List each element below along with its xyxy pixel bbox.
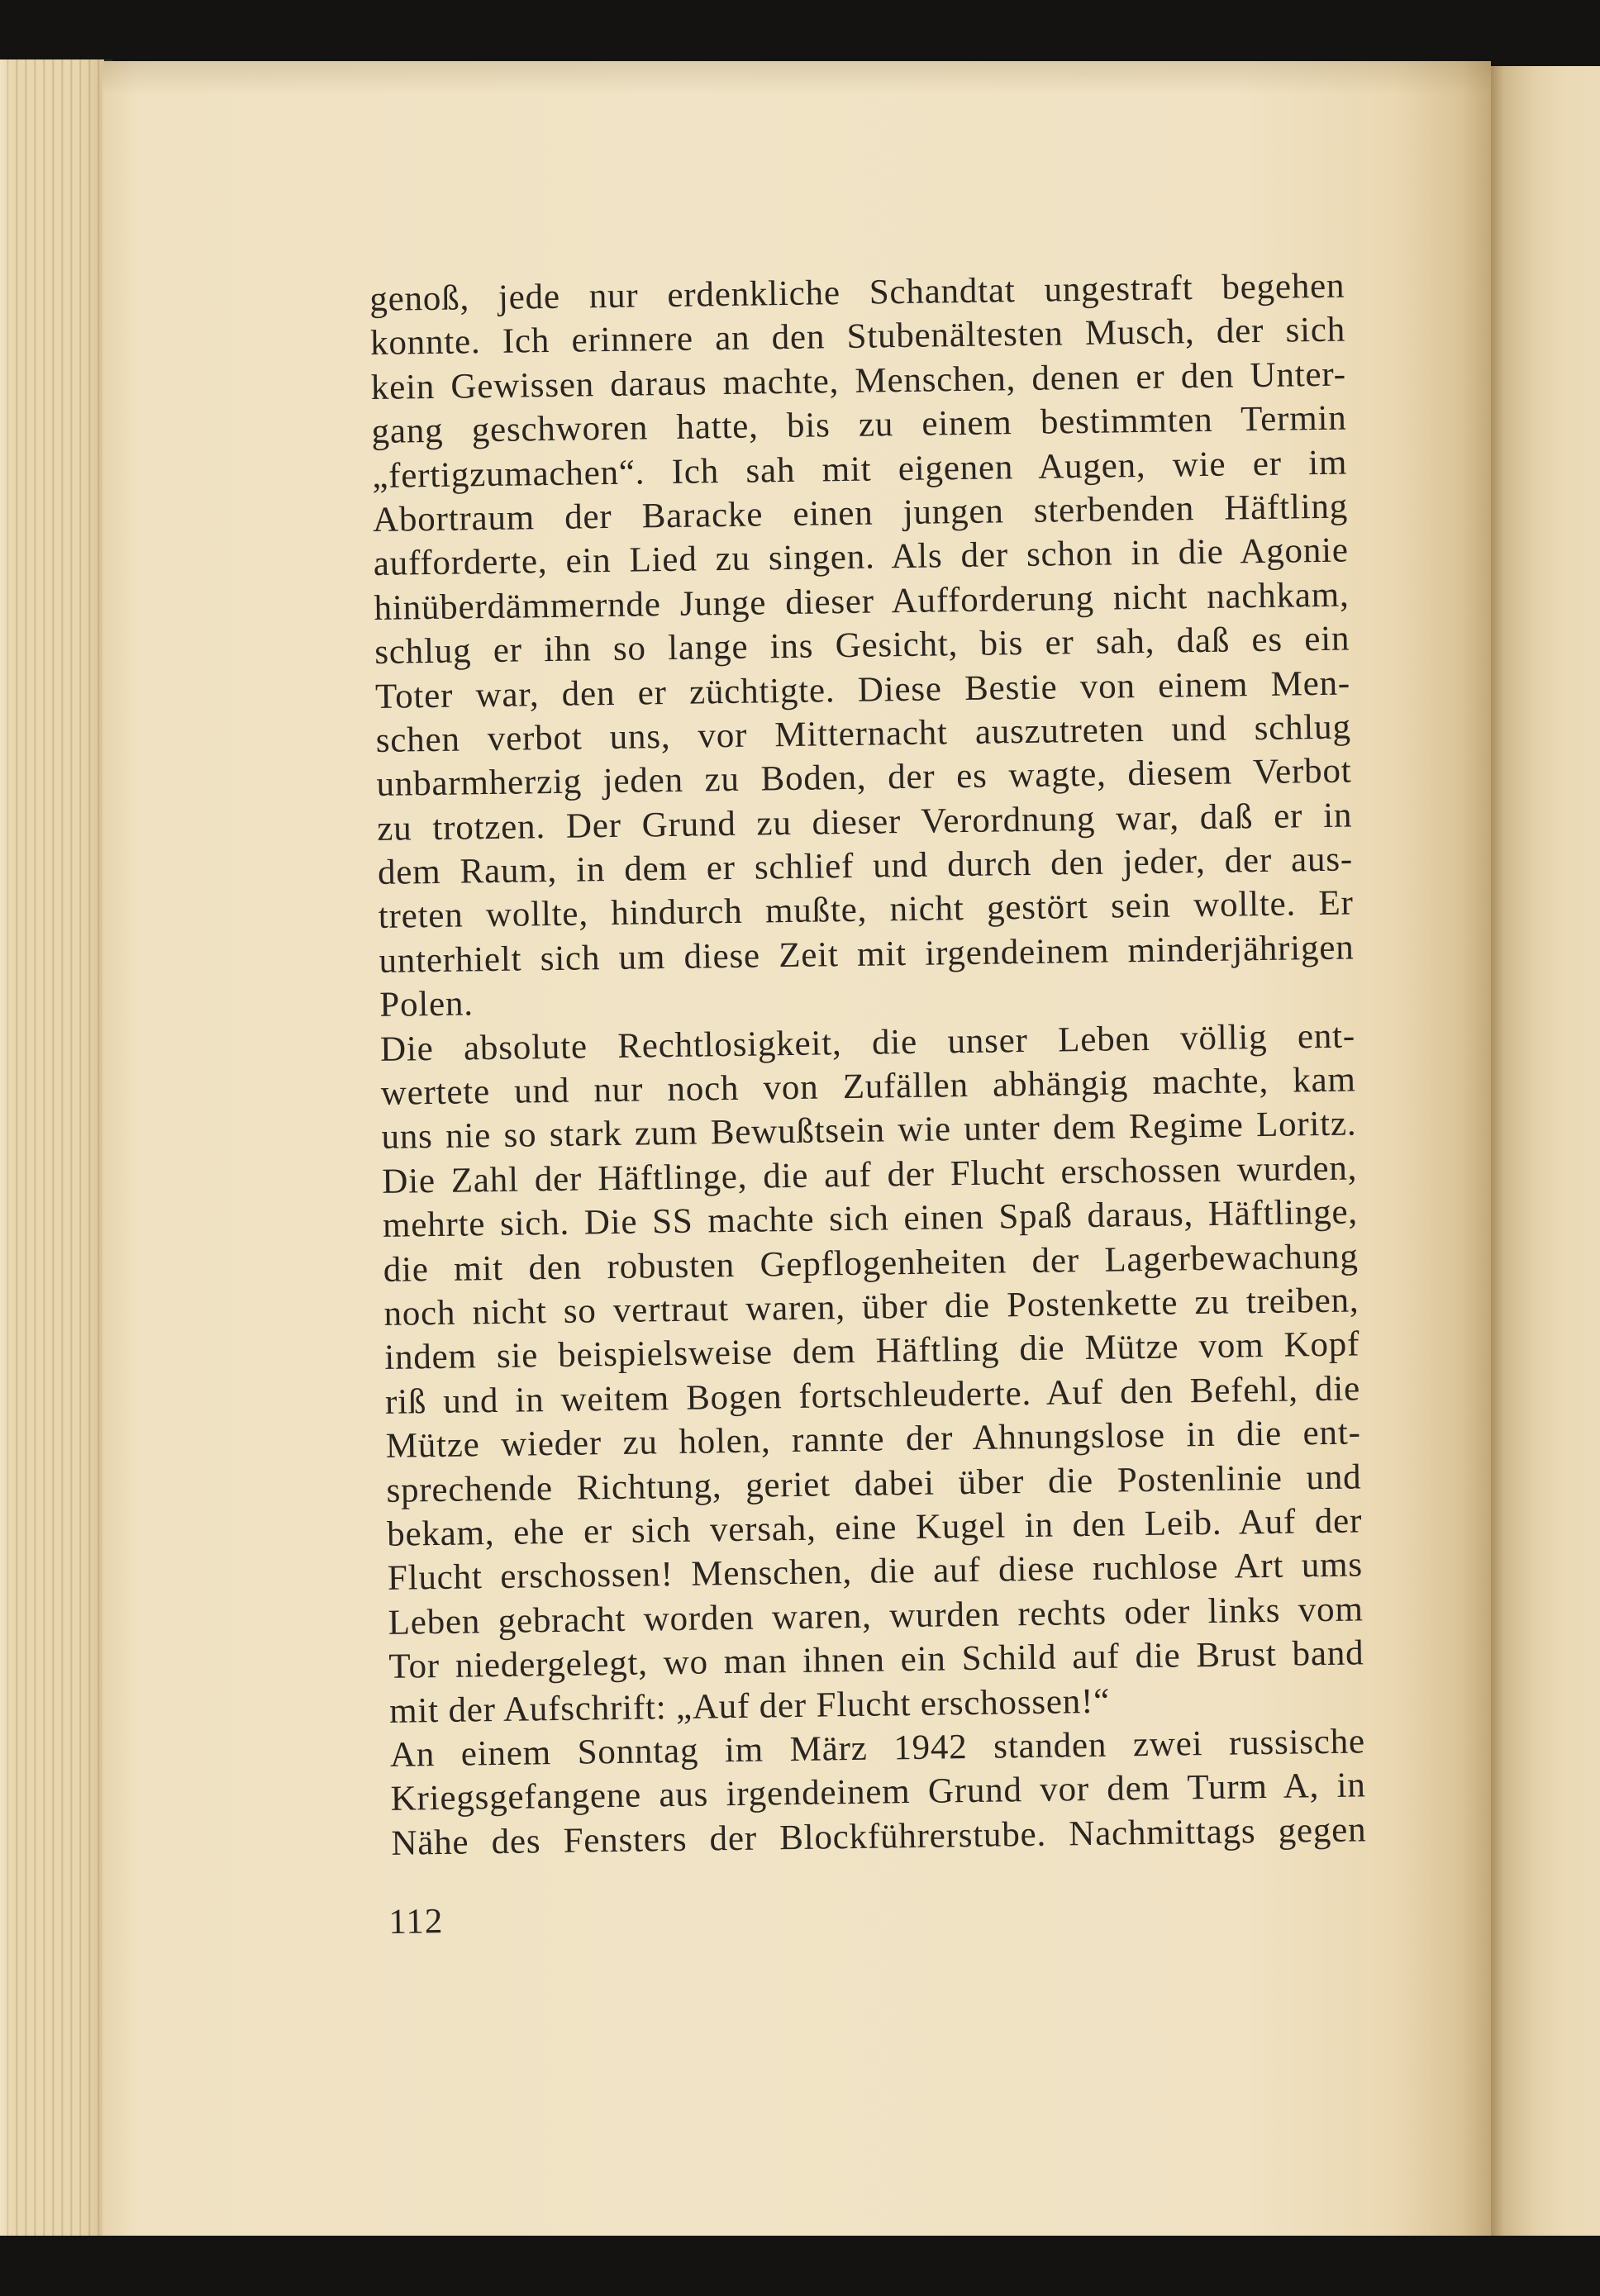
text-line: Nähe des Fensters der Blockführerstube. Nachmittags gegen — [391, 1810, 1367, 1863]
body-text — [369, 264, 1367, 1866]
text-line: hinüberdämmernde Junge dieser Aufforderung nicht nachkam, — [374, 575, 1350, 628]
text-line: aufforderte, ein Lied zu singen. Als der schon in die Agonie — [373, 530, 1350, 584]
text-line: noch nicht so vertraut waren, über die Postenkette zu treiben, — [383, 1281, 1360, 1333]
text-line: Die absolute Rechtlosigkeit, die unser Leben völlig ent- — [379, 1016, 1356, 1069]
text-line: schen verbot uns, vor Mitternacht auszutreten und schlug — [375, 707, 1352, 760]
text-line: mit der Aufschrift: „Auf der Flucht erschossen!“ — [388, 1681, 1111, 1731]
text-line: Die Zahl der Häftlinge, die auf der Flucht erschossen wurden, — [381, 1148, 1358, 1201]
text-line: An einem Sonntag im März 1942 standen zwei russische — [389, 1722, 1366, 1775]
text-line: unterhielt sich um diese Zeit mit irgendeinem minderjährigen — [379, 928, 1355, 981]
text-line: konnte. Ich erinnere an den Stubenältesten Musch, der sich — [369, 310, 1346, 364]
paragraph-1 — [369, 264, 1355, 1028]
text-line: indem sie beispielsweise dem Häftling die Mütze vom Kopf — [383, 1324, 1360, 1378]
text-line: Tor niedergelegt, wo man ihnen ein Schild auf die Brust band — [388, 1633, 1364, 1686]
text-line: dem Raum, in dem er schlief und durch den jeder, der aus- — [377, 839, 1354, 893]
text-line: riß und in weitem Bogen fortschleuderte. Auf den Befehl, die — [384, 1369, 1361, 1422]
text-line: Leben gebracht worden waren, wurden rechts oder links vom — [388, 1590, 1364, 1642]
text-line: schlug er ihn so lange ins Gesicht, bis er sah, daß es ein — [374, 619, 1350, 673]
text-line: sprechende Richtung, geriet dabei über die Postenlinie und — [386, 1457, 1362, 1510]
text-line: Kriegsgefangene aus irgendeinem Grund vor dem Turm A, in — [390, 1766, 1366, 1819]
text-line: die mit den robusten Gepflogenheiten der Lagerbewachung — [383, 1237, 1359, 1290]
text-line: unbarmherzig jeden zu Boden, der es wagte, diesem Verbot — [376, 751, 1352, 805]
paragraph-2 — [380, 1014, 1365, 1733]
text-line: wertete und nur noch von Zufällen abhängig machte, kam — [380, 1060, 1357, 1113]
text-line: Mütze wieder zu holen, rannte der Ahnungslose in die ent- — [385, 1413, 1361, 1466]
text-line: Polen. — [379, 984, 474, 1025]
text-line: „fertigzumachen“. Ich sah mit eigenen Augen, wie er im — [372, 443, 1348, 496]
text-line: treten wollte, hindurch mußte, nicht gestört sein wollte. Er — [378, 883, 1355, 937]
page-top-shadow — [102, 61, 1491, 94]
text-line: uns nie so stark zum Bewußtsein wie unter dem Regime Loritz. — [381, 1104, 1357, 1158]
text-line: Toter war, den er züchtigte. Diese Bestie von einem Men- — [374, 663, 1351, 716]
text-line: bekam, ehe er sich versah, eine Kugel in den Leib. Auf der — [386, 1501, 1363, 1554]
facing-page-sliver — [1491, 66, 1600, 2236]
paragraph-3 — [390, 1719, 1367, 1866]
text-line: genoß, jede nur erdenkliche Schandtat ungestraft begehen — [369, 266, 1345, 319]
text-line: mehrte sich. Die SS machte sich einen Spaß daraus, Häftlinge, — [382, 1192, 1359, 1246]
text-line: gang geschworen hatte, bis zu einem bestimmten Termin — [371, 398, 1347, 452]
text-line: Abortraum der Baracke einen jungen sterbenden Häftling — [372, 487, 1349, 540]
page-number: 112 — [388, 1902, 444, 1942]
text-line: kein Gewissen daraus machte, Menschen, denen er den Unter- — [370, 354, 1347, 407]
text-line: Flucht erschossen! Menschen, die auf diese ruchlose Art ums — [387, 1545, 1364, 1599]
text-line: zu trotzen. Der Grund zu dieser Verordnung war, daß er in — [376, 796, 1353, 849]
